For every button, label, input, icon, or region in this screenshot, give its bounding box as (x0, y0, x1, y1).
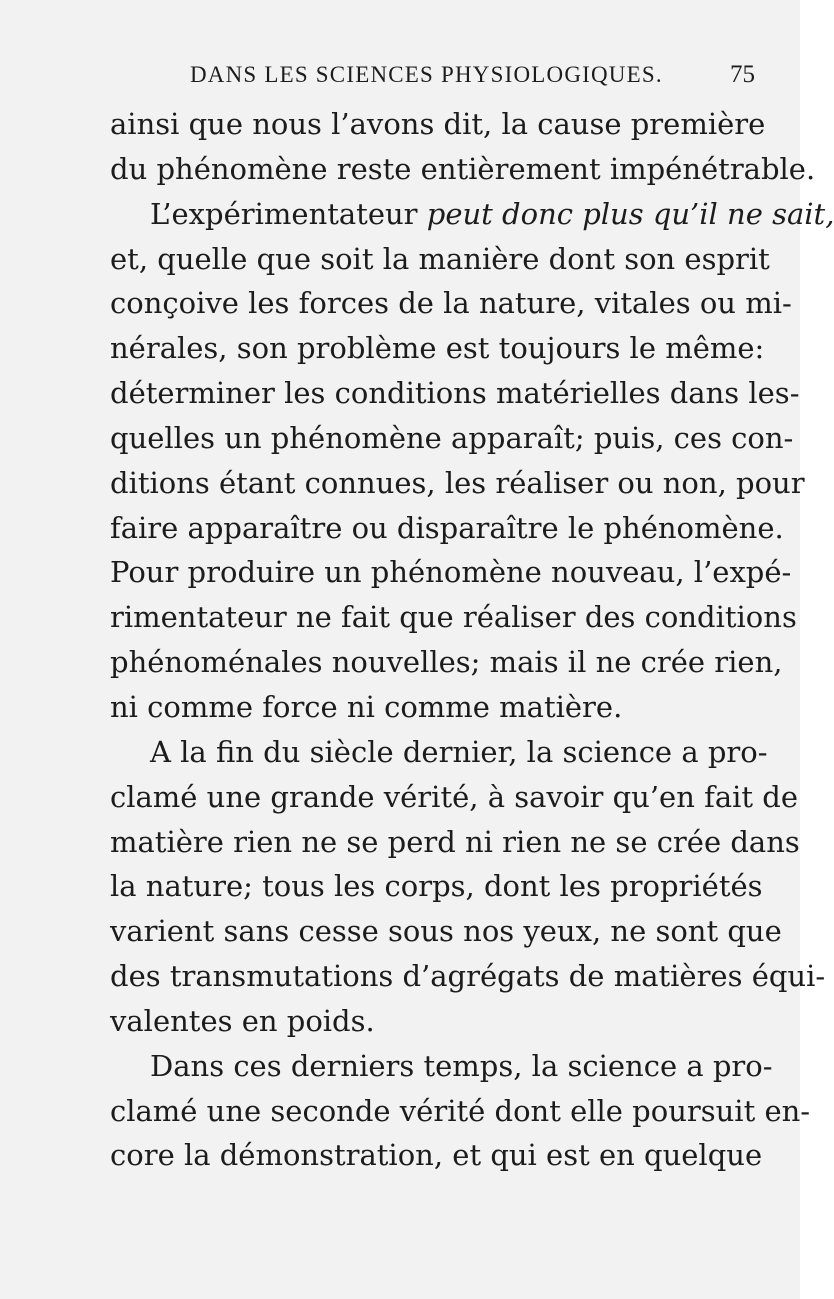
text-line: nérales, son problème est toujours le même: (110, 331, 765, 366)
running-head (110, 60, 755, 92)
text-line: quelles un phénomène apparaît; puis, ces con- (110, 420, 794, 455)
text-line: core la démonstration, et qui est en quelque (110, 1138, 763, 1173)
text-line: conçoive les forces de la nature, vitales ou mi- (110, 286, 792, 321)
text-line: du phénomène reste entièrement impénétrable. (110, 151, 816, 186)
page-number: 75 (730, 61, 755, 88)
running-title: DANS LES SCIENCES PHYSIOLOGIQUES. (190, 62, 663, 87)
text-line: des transmutations d’agrégats de matières équi- (110, 959, 826, 994)
text-line: rimentateur ne fait que réaliser des conditions (110, 600, 797, 635)
text-line: déterminer les conditions matérielles dans les- (110, 376, 800, 411)
italic-phrase: peut donc plus qu’il ne sait, (426, 196, 834, 231)
text-line: clamé une grande vérité, à savoir qu’en fait de (110, 779, 798, 814)
text-line: varient sans cesse sous nos yeux, ne sont que (110, 914, 782, 949)
text-line: ni comme force ni comme matière. (110, 689, 623, 724)
text-line: la nature; tous les corps, dont les propriétés (110, 869, 763, 904)
text-line (110, 192, 834, 237)
text-line: et, quelle que soit la manière dont son esprit (110, 241, 770, 276)
text-line: valentes en poids. (110, 1003, 375, 1038)
text-run: L’expérimentateur (150, 196, 427, 231)
text-line: Pour produire un phénomène nouveau, l’expé- (110, 555, 792, 590)
text-line: Dans ces derniers temps, la science a pro- (150, 1048, 773, 1083)
text-line: matière rien ne se perd ni rien ne se crée dans (110, 824, 800, 859)
text-line: clamé une seconde vérité dont elle poursuit en- (110, 1093, 811, 1128)
text-line: ainsi que nous l’avons dit, la cause première (110, 107, 766, 141)
text-line: A la fin du siècle dernier, la science a pro- (150, 734, 768, 769)
text-line: faire apparaître ou disparaître le phénomène. (110, 510, 784, 545)
text-line: ditions étant connues, les réaliser ou non, pour (110, 465, 805, 500)
text-line: phénoménales nouvelles; mais il ne crée rien, (110, 645, 783, 680)
body-text (110, 102, 834, 1178)
